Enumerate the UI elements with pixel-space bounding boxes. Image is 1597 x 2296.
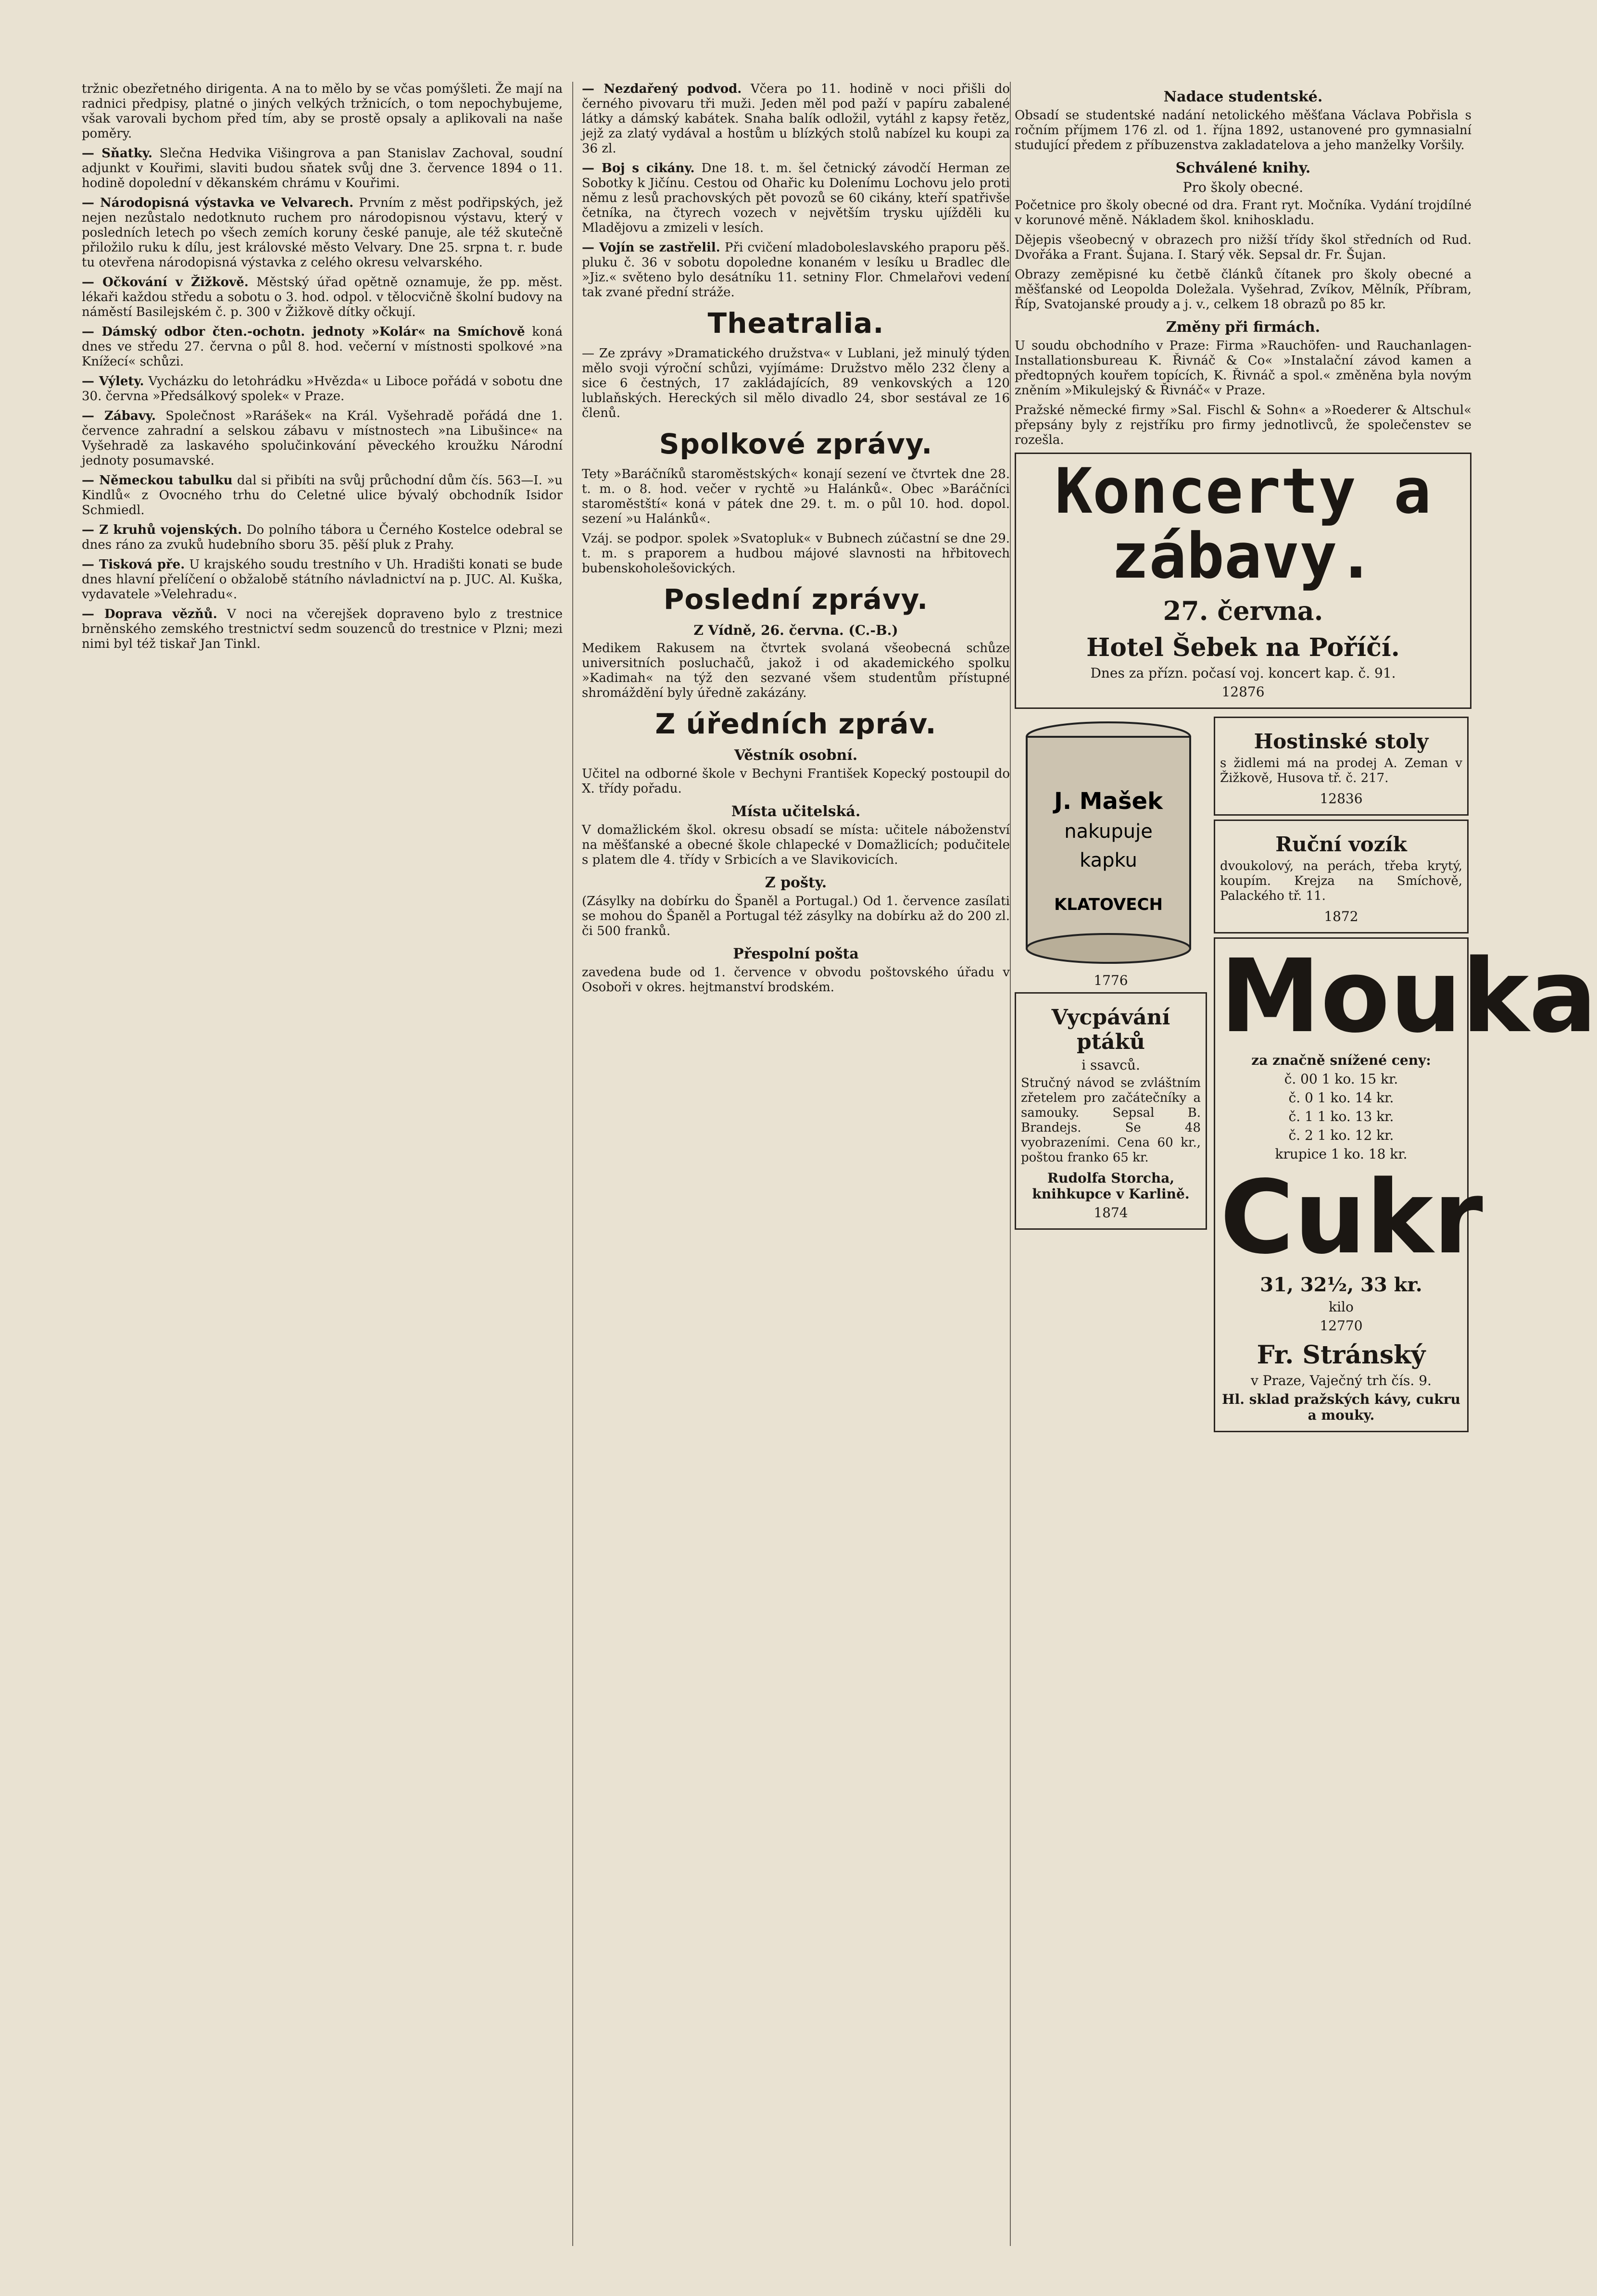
hotel-text: Dnes za přízn. počasí voj. koncert kap. č. 91. bbox=[1090, 665, 1396, 681]
inn-title: Hostinské stoly bbox=[1254, 730, 1429, 753]
shop-name: Fr. Stránský bbox=[1257, 1340, 1426, 1370]
article bbox=[582, 82, 1010, 156]
tin-label-2: nakupuje bbox=[1064, 820, 1153, 843]
firms-text: U soudu obchodního v Praze: Firma »Rauchöfen- und Rauchanlagen-Installationsbureau K. Řivnáč & Co« »Instalační závod kamen a předtopných kouřem topících, K. Řivnáč a spol.« změněna byla novým zněním »Mikulejský & Řivnáč« v Praze. bbox=[1015, 339, 1471, 398]
article-text: dal si přibíti na svůj průchodní dům čís. 563—I. »u Kindlů« z Ovocného trhu do Celetné ulice bývalý obchodník Isidor Schmiedl. bbox=[82, 473, 563, 517]
article bbox=[82, 325, 563, 369]
article bbox=[82, 275, 563, 320]
article-text: U krajského soudu trestního v Uh. Hradišti konati se bude dnes hlavní přelíčení o obžalobě státního návladnictví na p. JUC. Al. Kuška, vydavatele »Velehradu«. bbox=[82, 557, 563, 602]
article-title: — Zábavy. bbox=[82, 409, 156, 423]
sugar-title: Cukr bbox=[1220, 1159, 1483, 1276]
bird-title: Vycpávání ptáků bbox=[1051, 1005, 1170, 1054]
article bbox=[82, 196, 563, 270]
cart-number: 1872 bbox=[1324, 908, 1358, 924]
tin-can-illustration bbox=[1015, 718, 1202, 968]
flour-line-3: č. 1 1 ko. 13 kr. bbox=[1288, 1109, 1394, 1124]
theatre-text: — Ze zprávy »Dramatického družstva« v Lublani, jež minulý týden mělo svoji výroční schůzi, vyjímáme: Družstvo mělo 232 členy a sice 6 čestných, 17 zakládajících, 89 venkovských a 120 lublaňských. Hereckých sil mělo divadlo 24, sbor sestával ze 16 členů. bbox=[582, 346, 1010, 420]
article-text: Vycházku do letohrádku »Hvězda« u Liboce pořádá v sobotu dne 30. června »Předsálkový spolek« v Praze. bbox=[82, 374, 563, 404]
cart-text: dvoukolový, na perách, třeba krytý, koupím. Krejza na Smíchově, Palackého tř. 11. bbox=[1220, 859, 1462, 903]
books-text: Početnice pro školy obecné od dra. Frant ryt. Močníka. Vydání trojdílné v korunové měně. Nákladem škol. knihoskladu. bbox=[1015, 198, 1471, 227]
last-news-heading: Poslední zprávy. bbox=[663, 583, 929, 616]
flour-extra: krupice 1 ko. 18 kr. bbox=[1275, 1146, 1408, 1162]
article bbox=[82, 557, 563, 602]
flour-line-1: č. 00 1 ko. 15 kr. bbox=[1284, 1071, 1398, 1087]
article-title: — Očkování v Žižkově. bbox=[82, 275, 249, 290]
last-news-place: Z Vídně, 26. června. (C.-B.) bbox=[693, 622, 898, 638]
flour-line-2: č. 0 1 ko. 14 kr. bbox=[1288, 1090, 1394, 1106]
column-middle bbox=[582, 82, 1010, 1000]
article-title: — Boj s cikány. bbox=[582, 161, 695, 176]
ad-left-column bbox=[1015, 713, 1207, 1436]
foundation-text: Obsadí se studentské nadání netolického měšťana Václava Pobřisla s ročním příjmem 176 zl. od 1. října 1892, ustanovené pro gymnasialní studující předem z příbuzenstva zakladatelova a jeho manželky Voršily. bbox=[1015, 108, 1471, 152]
office-text-4: zavedena bude od 1. července v obvodu poštovského úřadu v Osoboři v okres. hejtmanství brodském. bbox=[582, 965, 1010, 995]
article-title: — Výlety. bbox=[82, 374, 144, 389]
flour-sub: za značně snížené ceny: bbox=[1251, 1052, 1431, 1068]
tin-label-4: KLATOVECH bbox=[1054, 895, 1163, 914]
bird-text: Stručný návod se zvláštním zřetelem pro začátečníky a samouky. Sepsal B. Brandejs. Se 48 vyobrazeními. Cena 60 kr., poštou franko 65 kr. bbox=[1021, 1076, 1201, 1165]
sugar-number: 12770 bbox=[1320, 1318, 1363, 1334]
article bbox=[82, 146, 563, 191]
bird-number: 1874 bbox=[1094, 1205, 1128, 1221]
books-sub: Pro školy obecné. bbox=[1182, 179, 1304, 195]
column-right bbox=[1015, 82, 1597, 1436]
article-title: — Německou tabulku bbox=[82, 473, 233, 488]
clubs-text-2: Vzáj. se podpor. spolek »Svatopluk« v Bubnech zúčastní se dne 29. t. m. s praporem a hudbou májové slavnosti na hřbitovech bubenskoholešovických. bbox=[582, 531, 1010, 576]
column-divider bbox=[1010, 82, 1011, 2246]
hotel-title: Hotel Šebek na Poříčí. bbox=[1086, 633, 1400, 662]
office-heading: Z úředních zpráv. bbox=[655, 707, 937, 740]
article-text: koná dnes ve středu 27. června o půl 8. hod. večerní v místnosti spolkové »na Knížecí« schůzi. bbox=[82, 325, 563, 369]
bird-ad bbox=[1015, 992, 1207, 1230]
article bbox=[82, 409, 563, 468]
article-title: — Dámský odbor čten.-ochotn. jednoty »Kolár« na Smíchově bbox=[82, 325, 525, 339]
books-text-2: Dějepis všeobecný v obrazech pro nižší třídy škol středních od Rud. Dvořáka a Frant. Šujana. I. Starý věk. Sepsal dr. Fr. Šujan. bbox=[1015, 233, 1471, 262]
article-text: Do polního tábora u Černého Kostelce odebral se dnes ráno za zvuků hudebního sboru 35. pěší pluk z Prahy. bbox=[82, 523, 563, 552]
article bbox=[582, 161, 1010, 236]
article-title: — Tisková pře. bbox=[82, 557, 185, 572]
ad-right-column bbox=[1214, 713, 1597, 1436]
firms-text-2: Pražské německé firmy »Sal. Fischl & Sohn« a »Roederer & Altschul« přepsány byly z rejstříku pro firmy jednotlivců, že společenstev se rozešla. bbox=[1015, 403, 1471, 447]
clubs-heading: Spolkové zprávy. bbox=[659, 428, 933, 460]
flour-sugar-ad bbox=[1214, 937, 1597, 1432]
article-text: Při cvičení mladoboleslavského praporu pěš. pluku č. 36 v sobotu dopoledne konaném v lesíku u Bradlec dle »Jiz.« světeno bylo desátníku 11. setniny Flor. Chmelařovi vedení tak zvané přední stráže. bbox=[582, 240, 1010, 300]
office-sub-2: Místa učitelská. bbox=[731, 803, 861, 820]
tin-label-1: J. Mašek bbox=[1054, 788, 1163, 815]
column-left bbox=[82, 82, 563, 656]
tin-number: 1776 bbox=[1094, 972, 1128, 988]
ad-row bbox=[1015, 713, 1597, 1436]
books-text-3: Obrazy zeměpisné ku četbě článků čítanek pro školy obecné a měšťanské od Leopolda Doležala. Vyšehrad, Zvíkov, Mělník, Příbram, Říp, Svatojanské proudy a j. v., celkem 18 obrazů po 85 kr. bbox=[1015, 267, 1471, 312]
article-text: Městský úřad opětně oznamuje, že pp. měst. lékaři každou středu a sobotu o 3. hod. odpol. v tělocvičně školní budovy na náměstí Basilejském č. p. 300 v Žižkově dítky očkují. bbox=[82, 275, 563, 319]
flour-title: Mouka bbox=[1220, 937, 1597, 1055]
article-text: Prvním z měst podřipských, jež nejen nezůstalo nedotknuto ruchem pro národopisnou výstavu, který v posledních letech po všech zemích koruny české panuje, ale též skutečně přiložilo ruku k dílu, jest královské město Velvary. Dne 25. srpna t. r. bude tu otevřena národopisná výstavka z celého okresu velvarského. bbox=[82, 196, 563, 270]
books-heading: Schválené knihy. bbox=[1175, 160, 1311, 177]
article-list bbox=[582, 82, 1010, 300]
inn-text: s židlemi má na prodej A. Zeman v Žižkově, Husova tř. č. 217. bbox=[1220, 756, 1462, 785]
hotel-number: 12876 bbox=[1221, 684, 1265, 700]
article-list bbox=[82, 146, 563, 652]
sugar-price: 31, 32½, 33 kr. bbox=[1260, 1274, 1422, 1296]
office-text-3: (Zásylky na dobírku do Španěl a Portugal.) Od 1. července zasílati se mohou do Španěl a Portugal též zásylky na dobírku až do 200 zl. či 500 franků. bbox=[582, 894, 1010, 938]
office-sub-4: Přespolní pošta bbox=[733, 946, 859, 962]
office-sub-3: Z pošty. bbox=[765, 874, 827, 891]
article-text: Dne 18. t. m. šel četnický závodčí Herman ze Sobotky k Jičínu. Cestou od Ohařic ku Dolenímu Lochovu jelo proti němu z lesů prachovských pět povozů se 60 cikány, kteří spatřivše četníka, na čtyrech vozech v největším trysku ujížděli ku Mladějovu a zmizeli v lesích. bbox=[582, 161, 1010, 235]
clubs-text: Tety »Baráčníků staroměstských« konají sezení ve čtvrtek dne 28. t. m. o 8. hod. večer v rychtě »u Halánků«. Obec »Baráčníci staroměstští« koná v pátek dne 29. t. m. o půl 10. hod. dopol. sezení »u Halánků«. bbox=[582, 467, 1010, 526]
cart-ad bbox=[1214, 820, 1469, 934]
tin-label-3: kapku bbox=[1080, 849, 1137, 871]
article-title: — Nezdařený podvod. bbox=[582, 82, 742, 96]
flour-line-4: č. 2 1 ko. 12 kr. bbox=[1288, 1127, 1394, 1143]
column-divider bbox=[572, 82, 573, 2246]
article-title: — Sňatky. bbox=[82, 146, 153, 161]
article-text: V noci na včerejšek dopraveno bylo z trestnice brněnského zemského trestnictví sedm souzenců do trestnice v Plzni; mezi nimi byl též tiskař Jan Tinkl. bbox=[82, 607, 563, 651]
article bbox=[82, 473, 563, 518]
shop-address: v Praze, Vaječný trh čís. 9. bbox=[1251, 1373, 1432, 1388]
bird-publisher: Rudolfa Storcha, knihkupce v Karlině. bbox=[1032, 1170, 1190, 1202]
article-title: — Z kruhů vojenských. bbox=[82, 523, 242, 537]
bird-sub: i ssavců. bbox=[1081, 1057, 1140, 1073]
last-news-text: Medikem Rakusem na čtvrtek svolaná všeobecná schůze universitních posluchačů, jakož i od akademického spolku »Kadimah« na týž den sezvané všem studentům přístupné shromáždění byly úředně zakázány. bbox=[582, 641, 1010, 700]
sugar-note: kilo bbox=[1329, 1299, 1354, 1315]
article bbox=[82, 607, 563, 652]
article bbox=[582, 240, 1010, 300]
inn-number: 12836 bbox=[1320, 791, 1363, 807]
office-text-2: V domažlickém škol. okresu obsadí se místa: učitele náboženství na měšťanské a obecné škole chlapecké v Domažlicích; podučitele s platem dle 4. třídy v Srbicích a ve Slavikovicích. bbox=[582, 823, 1010, 867]
article-text: Slečna Hedvika Višingrova a pan Stanislav Zachoval, soudní adjunkt v Kouřimi, slaviti budou sňatek svůj dne 3. července 1894 o 11. hodině dopolední v děkanském chrámu v Kouřimi. bbox=[82, 146, 563, 190]
article bbox=[82, 374, 563, 404]
foundation-heading: Nadace studentské. bbox=[1163, 88, 1323, 105]
intro-paragraph: tržnic obezřetného dirigenta. A na to mělo by se včas pomýšleti. Že mají na radnici předpisy, platné o jiných velkých tržnicích, o tom nepochybujeme, však varovali bychom před tím, aby se prostě opsaly a aplikovali na naše poměry. bbox=[82, 82, 563, 141]
article-title: — Doprava vězňů. bbox=[82, 607, 217, 621]
concert-date: 27. června. bbox=[1163, 595, 1323, 626]
article-title: — Vojín se zastřelil. bbox=[582, 240, 720, 255]
office-text-1: Učitel na odborné škole v Bechyni František Kopecký postoupil do X. třídy pořadu. bbox=[582, 767, 1010, 796]
article-title: — Národopisná výstavka ve Velvarech. bbox=[82, 196, 354, 210]
theatre-heading: Theatralia. bbox=[707, 307, 884, 340]
concert-heading: Koncerty a zábavy. bbox=[1055, 454, 1432, 593]
concert-box bbox=[1015, 453, 1471, 709]
shop-text: Hl. sklad pražských kávy, cukru a mouky. bbox=[1222, 1391, 1460, 1423]
article bbox=[82, 523, 563, 553]
cart-title: Ruční vozík bbox=[1275, 833, 1407, 856]
firms-heading: Změny při firmách. bbox=[1166, 319, 1320, 336]
inn-ad bbox=[1214, 717, 1469, 816]
office-sub-1: Věstník osobní. bbox=[734, 747, 858, 764]
article-text: Společnost »Rarášek« na Král. Vyšehradě pořádá dne 1. července zahradní a selskou zábavu v místnostech »na Libušince« na Vyšehradě za laskavého spolučinkování pěveckého kroužku Národní jednoty posumavské. bbox=[82, 409, 563, 468]
article-text: Včera po 11. hodině v noci přišli do černého pivovaru tři muži. Jeden měl pod paží v papíru zabalené látky a dámský kabátek. Snaha balík odložil, vytáhl z kapsy řetěz, jejž za zlatý vydával a hostům u blízkých stolů nabízel ku koupi za 36 zl. bbox=[582, 82, 1010, 156]
